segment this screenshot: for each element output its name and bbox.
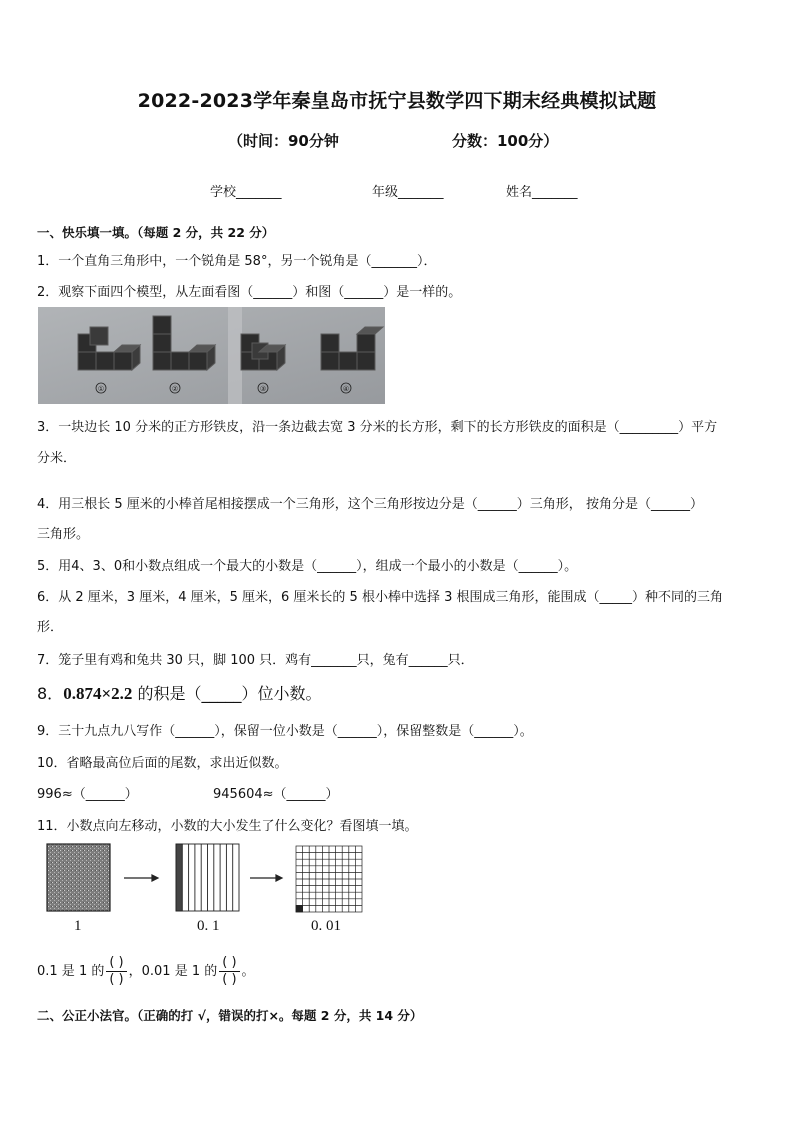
fraction-blank-1-denominator: ( ): [109, 972, 124, 987]
fraction-blank-2-numerator: ( ): [219, 955, 239, 972]
answer-text-a: 0.1 是 1 的: [37, 964, 105, 979]
time-label: （时间：90分钟: [228, 132, 339, 150]
name-field: 姓名_______: [506, 185, 578, 200]
arrow-icon: [124, 875, 158, 881]
label-tenth: 0. 1: [197, 918, 220, 934]
tenths-grid: [176, 844, 239, 911]
fraction-blank-2: [219, 955, 239, 988]
question-8-suffix: 的积是（_____）位小数。: [132, 684, 322, 703]
model-label-4: ④: [342, 385, 350, 393]
question-5: 5．用4、3、0和小数点组成一个最大的小数是（______），组成一个最小的小数是（______）。: [37, 559, 578, 574]
fraction-blank-1: [106, 955, 126, 988]
grade-field: 年级_______: [372, 185, 444, 200]
question-3-line-1: 3．一块边长 10 分米的正方形铁皮，沿一条边截去宽 3 分米的长方形，剩下的长方形铁皮的面积是（_________）平方: [37, 420, 718, 435]
question-10-b: 945604≈（______）: [213, 787, 339, 802]
label-one: 1: [74, 918, 82, 934]
hundredths-grid: [296, 846, 362, 912]
question-11-answer: [37, 955, 255, 988]
fraction-blank-1-numerator: ( ): [106, 955, 126, 972]
question-4-line-2: 三角形。: [37, 527, 90, 542]
question-11: 11．小数点向左移动，小数的大小发生了什么变化？看图填一填。: [37, 819, 418, 834]
question-1: 1．一个直角三角形中，一个锐角是 58°，另一个锐角是（_______）．: [37, 254, 437, 269]
whole-square: [47, 844, 110, 911]
label-hundredth: 0. 01: [311, 918, 341, 934]
arrow-icon: [250, 875, 282, 881]
fraction-blank-2-denominator: ( ): [222, 972, 237, 987]
question-3-line-2: 分米．: [37, 451, 77, 466]
school-field: 学校_______: [210, 185, 282, 200]
question-10-a: 996≈（______）: [37, 787, 138, 802]
question-9: 9．三十九点九八写作（______），保留一位小数是（______），保留整数是（______）。: [37, 724, 533, 739]
score-label: 分数：100分）: [452, 132, 559, 150]
question-8: [37, 681, 321, 704]
section-2-heading: 二、公正小法官。（正确的打 √，错误的打×。每题 2 分，共 14 分）: [37, 1008, 423, 1023]
model-label-2: ②: [171, 385, 179, 393]
question-4-line-1: 4．用三根长 5 厘米的小棒首尾相接摆成一个三角形，这个三角形按边分是（______）三角形， 按角分是（______）: [37, 497, 703, 512]
page-title: 2022-2023学年秦皇岛市抚宁县数学四下期末经典模拟试题: [137, 90, 657, 112]
model-label-3: ③: [259, 385, 267, 393]
question-7: 7．笼子里有鸡和兔共 30 只，脚 100 只．鸡有_______只，兔有______只．: [37, 653, 474, 668]
model-label-1: ①: [97, 385, 105, 393]
question-10: 10．省略最高位后面的尾数，求出近似数。: [37, 756, 288, 771]
question-6-line-2: 形．: [37, 620, 64, 635]
section-1-heading: 一、快乐填一填。（每题 2 分，共 22 分）: [37, 225, 275, 240]
block-models-figure: [38, 307, 385, 404]
answer-end: 。: [241, 964, 255, 979]
question-2: 2．观察下面四个模型，从左面看图（______）和图（______）是一样的。: [37, 285, 462, 300]
question-8-prefix: 8．: [37, 684, 64, 703]
question-8-expression: 0.874×2.2: [63, 684, 133, 703]
answer-text-b: ，0.01 是 1 的: [128, 964, 218, 979]
question-6-line-1: 6．从 2 厘米，3 厘米，4 厘米，5 厘米，6 厘米长的 5 根小棒中选择 3 根围成三角形，能围成（_____）种不同的三角: [37, 590, 723, 605]
